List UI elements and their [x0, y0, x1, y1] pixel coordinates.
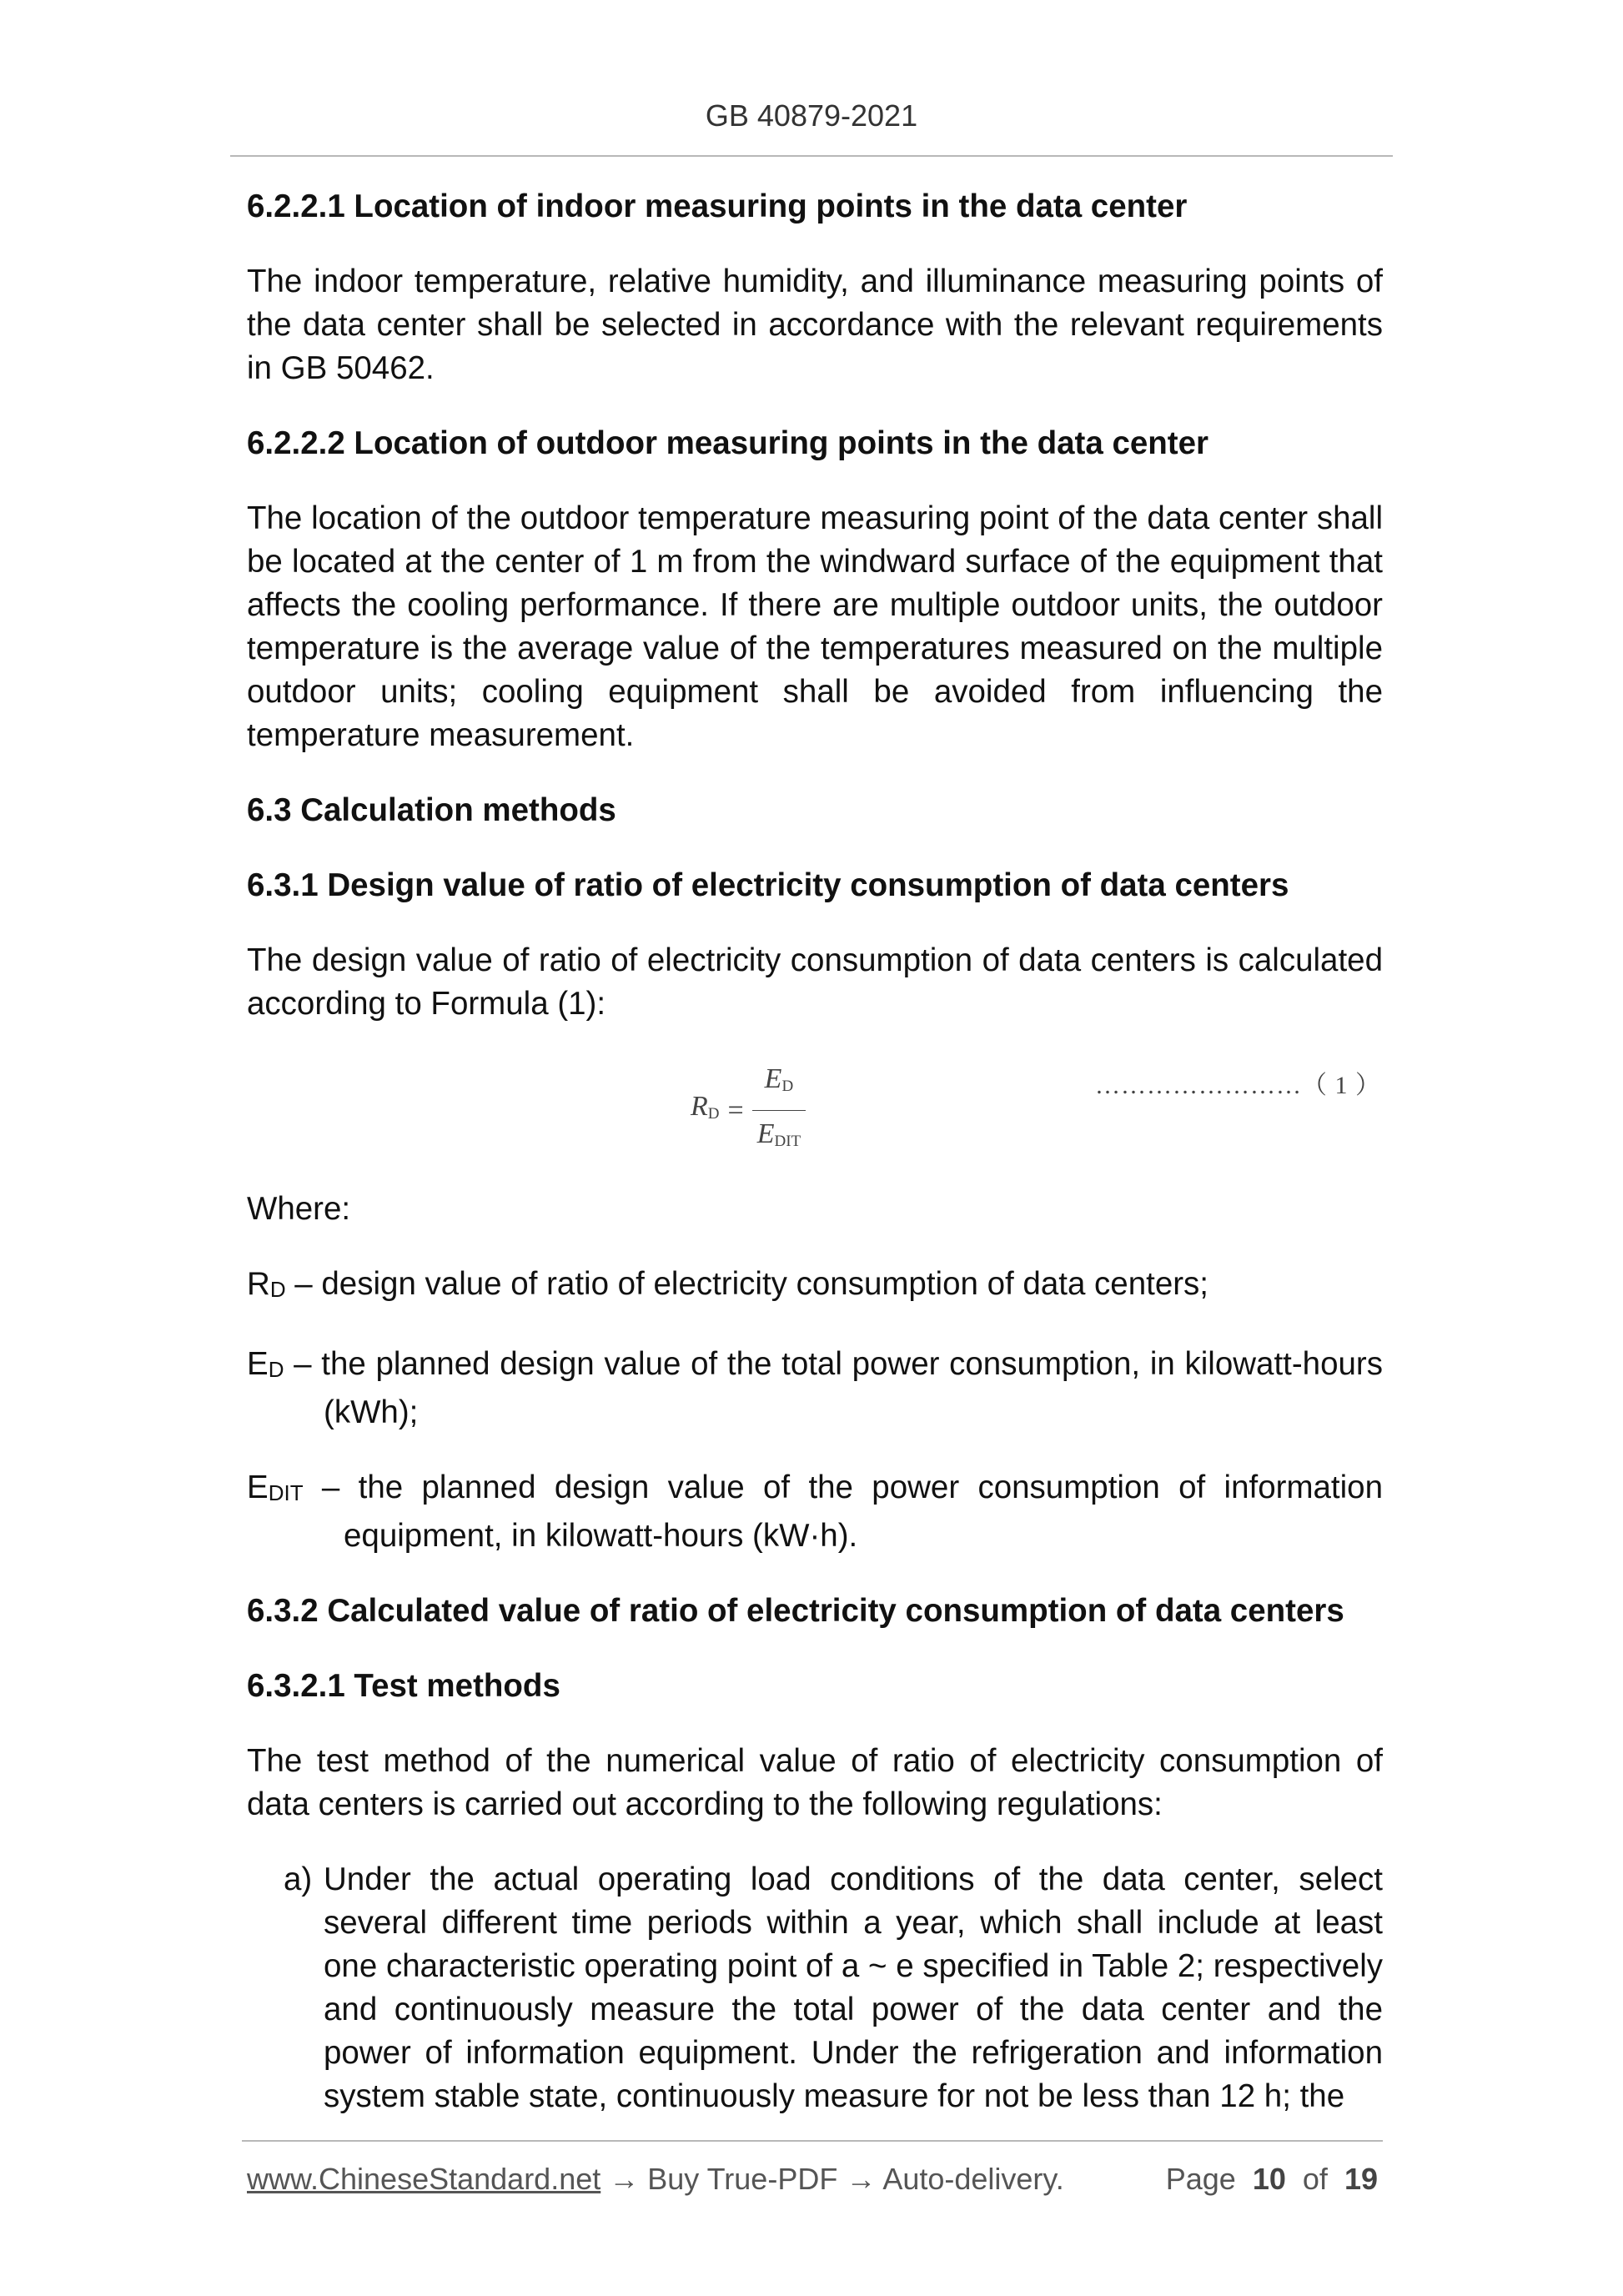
- page-indicator: [1166, 2162, 1378, 2197]
- definition-edit: EDIT – the planned design value of the power consumption of information equipment, in kilowatt-hours (kW·h).: [247, 1470, 1383, 1554]
- formula-equals: =: [727, 1094, 744, 1126]
- heading-6-3: 6.3 Calculation methods: [247, 792, 616, 828]
- definition-rd: RD – design value of ratio of electricity consumption of data centers;: [247, 1266, 1208, 1302]
- list-marker-a: a): [284, 1861, 313, 1897]
- chinesestandard-link[interactable]: www.ChineseStandard.net: [247, 2162, 601, 2196]
- page-label: Page: [1165, 2162, 1236, 2196]
- document-body: [247, 185, 1383, 2118]
- paragraph-outdoor-points: The location of the outdoor temperature measuring point of the data center shall be located at the center of 1 m from the windward surface of the equipment that affects the cooling performance. If there are multiple outdoor units, the outdoor temperature is the average value of the temperatures measured on the multiple outdoor units; cooling equipment shall be avoided from influencing the temperature measurement.: [247, 500, 1383, 753]
- page-of-label: of: [1302, 2162, 1328, 2196]
- formula-expression: [691, 1058, 806, 1163]
- paragraph-design-value: The design value of ratio of electricity consumption of data centers is calculated according to Formula (1):: [247, 942, 1383, 1022]
- footer-promo: [247, 2162, 1064, 2197]
- heading-6-3-2-1: 6.3.2.1 Test methods: [247, 1668, 560, 1704]
- heading-6-3-2: 6.3.2 Calculated value of ratio of electricity consumption of data centers: [247, 1593, 1344, 1629]
- heading-6-2-2-1: 6.2.2.1 Location of indoor measuring points in the data center: [247, 188, 1188, 224]
- page-total: 19: [1344, 2162, 1378, 2196]
- definition-ed: ED – the planned design value of the total power consumption, in kilowatt-hours (kWh);: [247, 1346, 1383, 1430]
- formula-lhs: $R_D$: [691, 1091, 720, 1123]
- document-id-header: GB 40879-2021: [705, 98, 918, 133]
- header-divider: [230, 155, 1393, 157]
- formula-number: ……………………（ 1 ）: [1095, 1072, 1381, 1099]
- footer-tagline: → Buy True-PDF → Auto-delivery.: [600, 2162, 1064, 2196]
- paragraph-indoor-points: The indoor temperature, relative humidity, and illuminance measuring points of the data center shall be selected in accordance with the relevant requirements in GB 50462.: [247, 264, 1383, 386]
- formula-1: [247, 1051, 1383, 1151]
- formula-fraction: [752, 1058, 806, 1163]
- page-current: 10: [1252, 2162, 1286, 2196]
- formula-denominator: $E_{DIT}$: [752, 1110, 806, 1163]
- where-label: Where:: [247, 1191, 351, 1227]
- list-item-a-text: Under the actual operating load conditions of the data center, select several different time periods within a year, which shall include at least one characteristic operating point of a ~ e specified in Table 2; respectively and continuously measure the total power of the data center and the power of information equipment. Under the refrigeration and information system stable state, continuously measure for not be less than 12 h; the: [324, 1861, 1383, 2114]
- list-item-a: [247, 1858, 1383, 2118]
- footer-divider: [242, 2140, 1383, 2142]
- heading-6-3-1: 6.3.1 Design value of ratio of electricity consumption of data centers: [247, 867, 1289, 903]
- paragraph-test-methods: The test method of the numerical value of ratio of electricity consumption of data centers is carried out according to the following regulations:: [247, 1743, 1383, 1822]
- formula-numerator: $E_D$: [764, 1063, 794, 1095]
- heading-6-2-2-2: 6.2.2.2 Location of outdoor measuring points in the data center: [247, 425, 1209, 461]
